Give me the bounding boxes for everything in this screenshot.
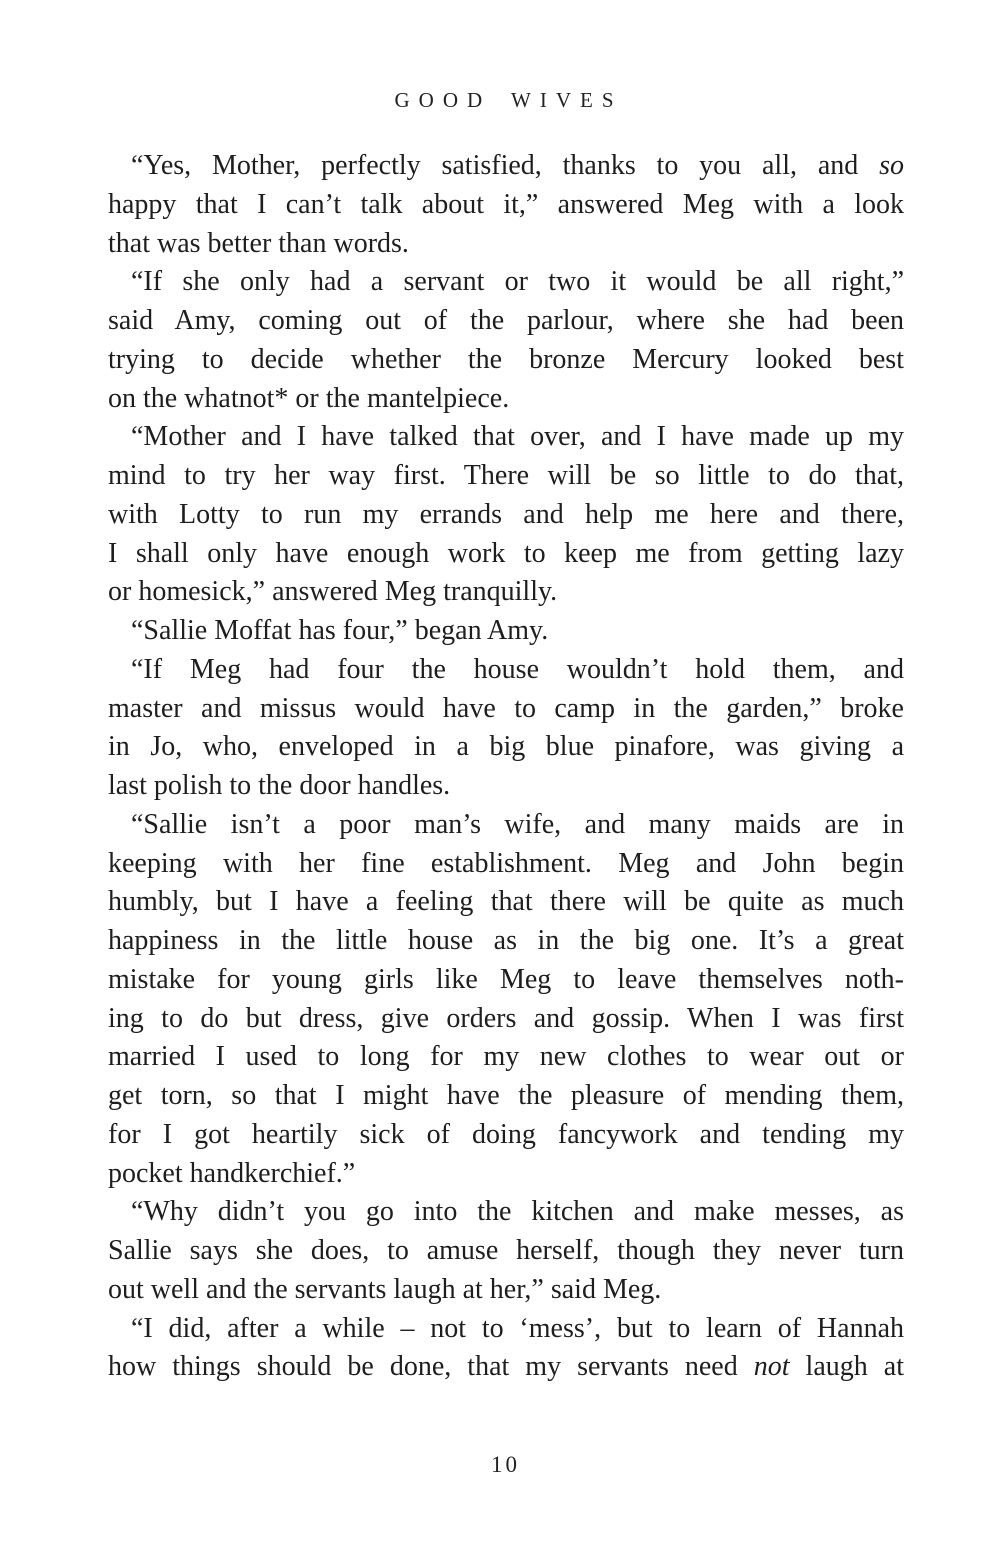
text-line [108, 186, 904, 225]
text-segment: last polish to the door handles. [108, 770, 451, 801]
text-line [108, 535, 904, 574]
text-line [108, 302, 904, 341]
text-segment: ing to do but dress, give orders and gossip. When I was first [108, 1002, 904, 1034]
text-line [108, 263, 904, 302]
paragraph [108, 651, 904, 806]
paragraph [108, 1193, 904, 1309]
text-segment: happy that I can’t talk about it,” answered Meg with a look [108, 188, 904, 220]
text-segment: master and missus would have to camp in the garden,” broke [108, 692, 904, 724]
text-segment: “Sallie Moffat has four,” began Amy. [131, 615, 549, 646]
text-segment: said Amy, coming out of the parlour, where she had been [108, 305, 904, 336]
text-line [108, 1348, 904, 1387]
paragraph [108, 263, 904, 418]
italic-text: not [753, 1351, 790, 1383]
text-segment: “I did, after a while – not to ‘mess’, but to learn of Hannah [131, 1312, 904, 1344]
text-line [108, 728, 904, 767]
text-segment: “Sallie isn’t a poor man’s wife, and many maids are in [131, 808, 904, 840]
paragraph [108, 806, 904, 1194]
text-line [108, 845, 904, 884]
text-line [108, 1038, 904, 1077]
text-line [108, 418, 904, 457]
text-segment: pocket handkerchief.” [108, 1157, 356, 1189]
text-line [108, 1310, 904, 1349]
italic-text: so [879, 150, 904, 181]
text-segment: Sallie says she does, to amuse herself, though they never turn [108, 1235, 904, 1266]
text-segment: married I used to long for my new clothes to wear out or [108, 1041, 904, 1073]
text-segment: trying to decide whether the bronze Mercury looked best [108, 343, 904, 375]
text-segment: get torn, so that I might have the pleasure of mending them, [108, 1080, 904, 1111]
text-line [108, 496, 904, 535]
text-line [108, 651, 904, 690]
text-segment: happiness in the little house as in the big one. It’s a great [108, 925, 904, 956]
text-line [108, 147, 904, 186]
text-segment: or homesick,” answered Meg tranquilly. [108, 576, 558, 608]
text-segment: laugh at [789, 1351, 904, 1383]
text-segment: in Jo, who, enveloped in a big blue pinafore, was giving a [108, 731, 904, 763]
text-line [108, 1232, 904, 1271]
text-segment: mistake for young girls like Meg to leave themselves noth- [108, 963, 904, 995]
text-segment: keeping with her fine establishment. Meg and John begin [108, 847, 904, 879]
paragraph [108, 418, 904, 612]
text-segment: “Mother and I have talked that over, and I have made up my [131, 421, 904, 453]
paragraph [108, 612, 904, 651]
text-line [108, 341, 904, 380]
text-line [108, 1116, 904, 1155]
text-line [108, 380, 904, 419]
text-line [108, 690, 904, 729]
text-line [108, 225, 904, 264]
text-line [108, 612, 904, 651]
text-segment: how things should be done, that my servants need [108, 1351, 754, 1383]
text-line [108, 1155, 904, 1194]
text-line [108, 922, 904, 961]
text-segment: with Lotty to run my errands and help me here and there, [108, 498, 904, 530]
text-segment: humbly, but I have a feeling that there will be quite as much [108, 886, 904, 918]
text-line [108, 573, 904, 612]
text-line [108, 1271, 904, 1310]
text-line [108, 961, 904, 1000]
text-segment: that was better than words. [108, 227, 409, 259]
text-segment: for I got heartily sick of doing fancywork and tending my [108, 1118, 904, 1150]
paragraph [108, 1310, 904, 1388]
text-segment: “Why didn’t you go into the kitchen and make messes, as [131, 1196, 904, 1228]
text-segment: “If she only had a servant or two it would be all right,” [131, 266, 904, 298]
text-segment: mind to try her way first. There will be so little to do that, [108, 460, 904, 491]
paragraph [108, 147, 904, 263]
text-segment: I shall only have enough work to keep me from getting lazy [108, 537, 904, 569]
text-segment: on the whatnot* or the mantelpiece. [108, 382, 510, 414]
text-line [108, 1000, 904, 1039]
text-line [108, 883, 904, 922]
page-number: 10 [491, 1452, 520, 1477]
text-line [108, 806, 904, 845]
text-segment: out well and the servants laugh at her,” said Meg. [108, 1273, 662, 1305]
text-line [108, 1193, 904, 1232]
text-segment: “Yes, Mother, perfectly satisfied, thanks to you all, and [131, 150, 880, 181]
running-header: GOOD WIVES [394, 88, 623, 112]
text-segment: “If Meg had four the house wouldn’t hold them, and [131, 653, 904, 685]
text-line [108, 1077, 904, 1116]
page-text [108, 147, 904, 1387]
text-line [108, 457, 904, 496]
text-line [108, 767, 904, 806]
